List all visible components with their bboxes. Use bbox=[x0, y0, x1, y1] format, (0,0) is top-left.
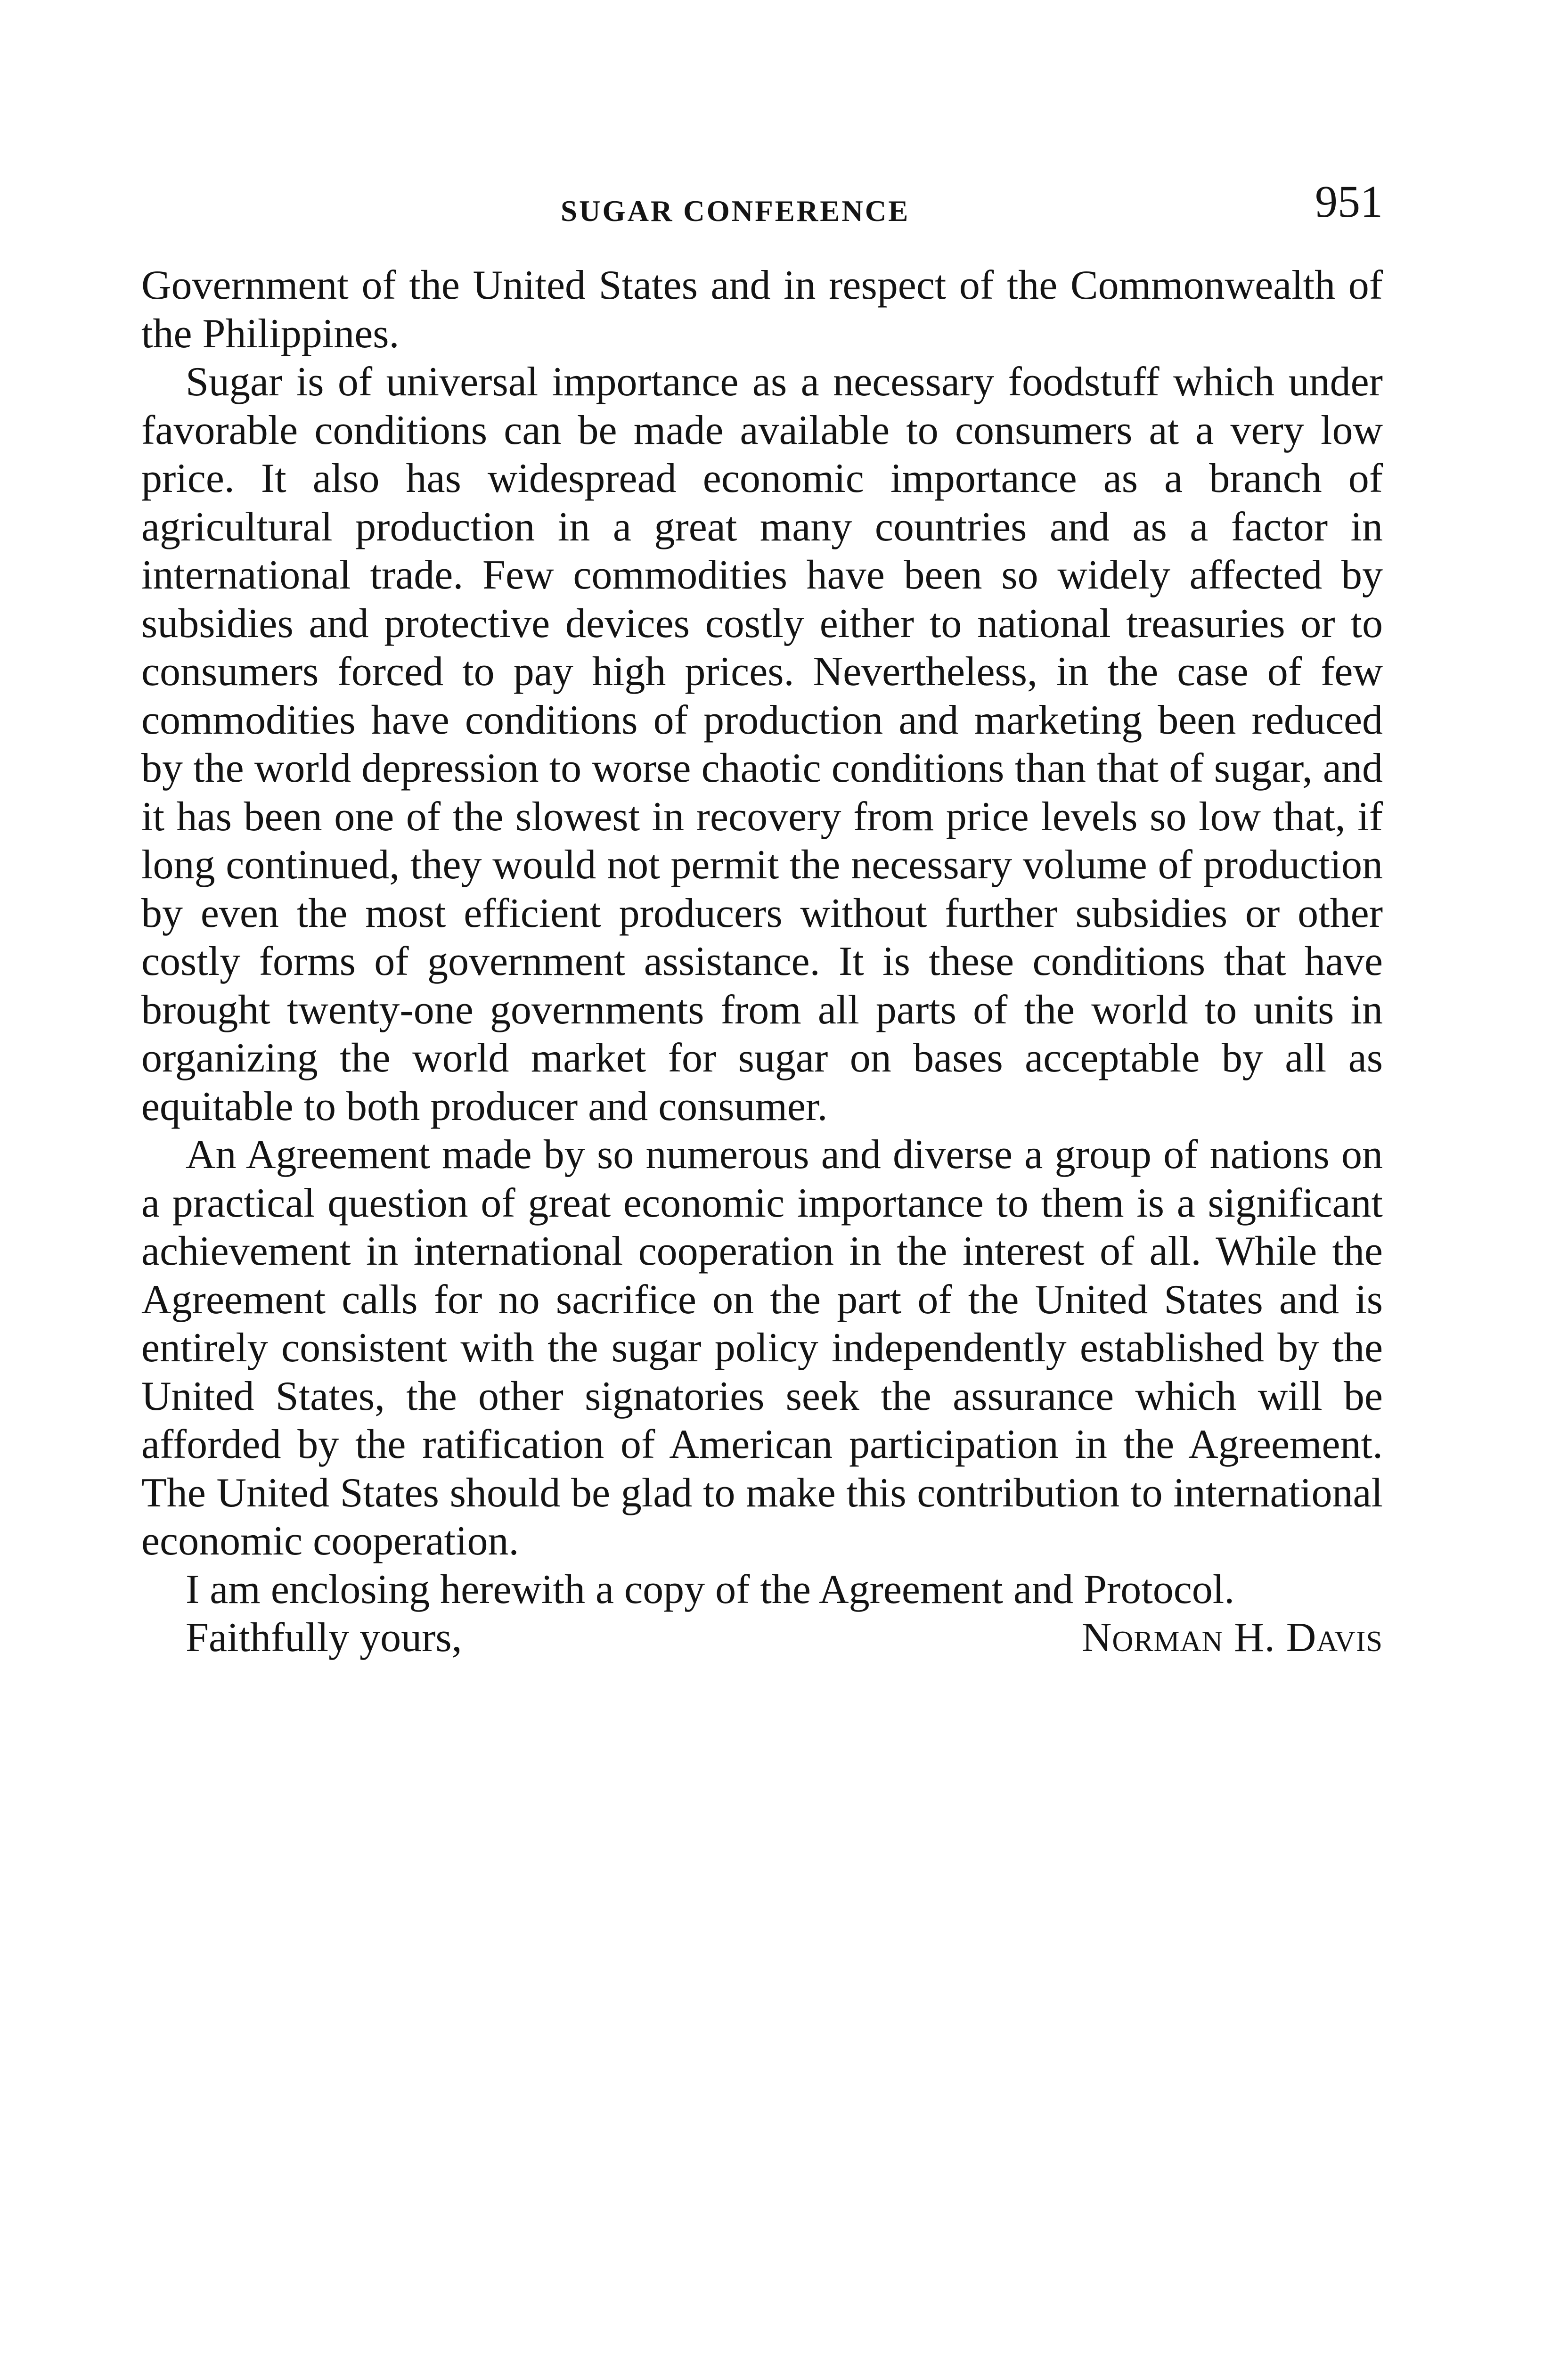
running-head: SUGAR CONFERENCE bbox=[561, 195, 910, 228]
paragraph-enclosure: I am enclosing herewith a copy of the Agreement and Protocol. bbox=[186, 1566, 1235, 1612]
paragraph-agreement: An Agreement made by so numerous and diverse a group of nations on a practical question of great economic importance to them is a significant achievement in international cooperation in the interest of all. While the Agreement calls for no sacrifice on the part of the United States and is entirely consistent with the sugar policy independently established by the United States, the other signatories seek the assurance which will be afforded by the ratification of American participation in the Agreement. The United States should be glad to make this contribution to international economic cooperation. bbox=[141, 1132, 1383, 1564]
page-header bbox=[141, 176, 1383, 240]
closing-line bbox=[141, 1614, 1383, 1662]
page-number: 951 bbox=[1315, 176, 1383, 227]
paragraph-continuation: Government of the United States and in respect of the Commonwealth of the Philippines. bbox=[141, 262, 1383, 357]
letter-body bbox=[141, 262, 1383, 1662]
complimentary-close: Faithfully yours, bbox=[186, 1615, 462, 1661]
paragraph-sugar-importance: Sugar is of universal importance as a necessary foodstuff which under favorable conditions can be made available to consumers at a very low price. It also has widespread economic importance as a branch of agricultural production in a great many countries and as a factor in international trade. Few commodities have been so widely affected by subsidies and protective devices costly either to national treasuries or to consumers forced to pay high prices. Nevertheless, in the case of few commodities have conditions of production and marketing been reduced by the world depression to worse chaotic conditions than that of sugar, and it has been one of the slowest in recovery from price levels so low that, if long continued, they would not permit the necessary volume of production by even the most efficient producers without further subsidies or other costly forms of government assistance. It is these conditions that have brought twenty-one governments from all parts of the world to units in organizing the world market for sugar on bases acceptable by all as equitable to both producer and consumer. bbox=[141, 359, 1383, 1129]
signature: Norman H. Davis bbox=[1081, 1615, 1383, 1661]
